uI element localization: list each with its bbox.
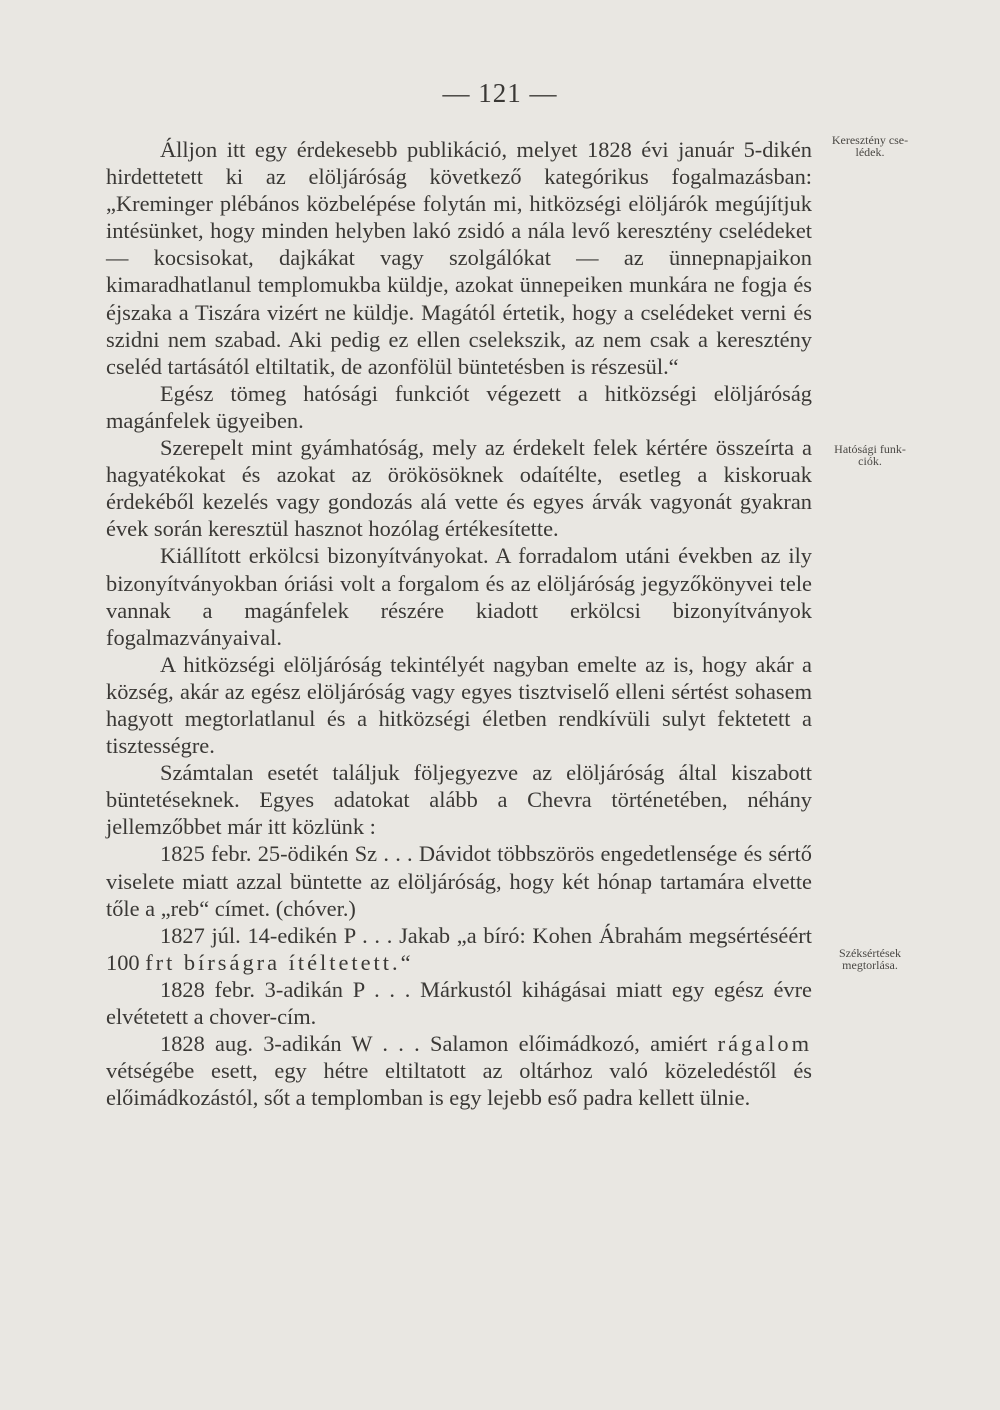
paragraph-erkolcsi-bizonyitvany: Kiállított erkölcsi bizonyítványokat. A forradalom utáni években az ily bizonyítványokban óriási volt a forgalom és az elöljáróság jegyzőkönyvei tele vannak a magánfelek részére kiadott erkölcsi bizonyítványok fogalmazványaival. [106,543,812,650]
body-text [106,136,812,1111]
page-number: — 121 — [442,78,558,108]
paragraph-hatosagi-funkcio: Egész tömeg hatósági funkciót végezett a hitközségi elöljáróság magánfelek ügyeiben. [106,380,812,433]
paragraph-tekintely: A hitközségi elöljáróság tekintélyét nagyban emelte az is, hogy akár a község, akár az egész elöljáróság vagy egyes tisztviselő elleni sértést sohasem hagyott megtorlatlanul és a hitközségi életben rendkívüli sulyt fektetett a tisztességre. [106,651,812,759]
paragraph-1825: 1825 febr. 25-ödikén Sz . . . Dávidot többszörös engedetlensége és sértő viselete miatt azzal büntette az elöljáróság, hogy két hónap tartamára elvette tőle a „reb“ címet. (chóver.) [106,841,812,921]
margin-note-hatosagi-funkciok: Hatósági funk- ciók. [834,442,906,468]
paragraph-1828-febr: 1828 febr. 3-adikán P . . . Márkustól kihágásai miatt egy egész évre elvétetett a chover-cím. [106,976,812,1029]
paragraph-publikacio: Álljon itt egy érdekesebb publikáció, melyet 1828 évi január 5-dikén hirdettetett ki az elöljáróság következő kategórikus fogalmazásban: „Kreminger plébános közbelépése folytán mi, hitközségi elöljárók megújítjuk intésünket, hogy minden helyben lakó zsidó a nála levő keresztény cselédeket — kocsisokat, dajkákat vagy szolgálókat — az ünnepnapjaikon kimaradhatlanul templomukba küldje, azokat ünnepeiken munkára ne fogja és éjszaka a Tiszára vizért ne küldje. Magától értetik, hogy a cselédeket verni és szidni nem szabad. Aki pedig ez ellen cselekszik, az nem csak a keresztény cseléd tartásától eltiltatik, de azonfölül büntetésben is részesül.“ [106,137,812,379]
paragraph-buntetesek: Számtalan esetét találjuk följegyezve az elöljáróság által kiszabott büntetéseknek. Egyes adatokat alább a Chevra történetében, néhány jellemzőbbet már itt közlünk : [106,760,812,840]
margin-note-kereszteny-cselédek: Keresztény cse- lédek. [831,133,909,159]
margin-note-szeksertesek: Széksértések megtorlása. [839,946,901,972]
paragraph-1828-aug: 1828 aug. 3-adikán W . . . Salamon előimádkozó, amiért rágalom vétségébe esett, egy hétre eltiltatott az oltárhoz való közeledéstől és előimádkozástól, sőt a templomban is egy lejebb eső padra kellett ülnie. [106,1031,812,1111]
paragraph-1827: 1827 júl. 14-edikén P . . . Jakab „a bíró: Kohen Ábrahám megsértéséért 100 frt bírságra ítéltetett.“ [106,922,812,975]
paragraph-gyamhatosag: Szerepelt mint gyámhatóság, mely az érdekelt felek kértére összeírta a hagyatékokat és azokat az örökösöknek odaítélte, esetleg a kiskoruak érdekéből kezelés vagy gondozás alá vette és egyes árvák vagyonát gyakran évek során keresztül hasznot hozólag értékesítette. [106,435,812,542]
